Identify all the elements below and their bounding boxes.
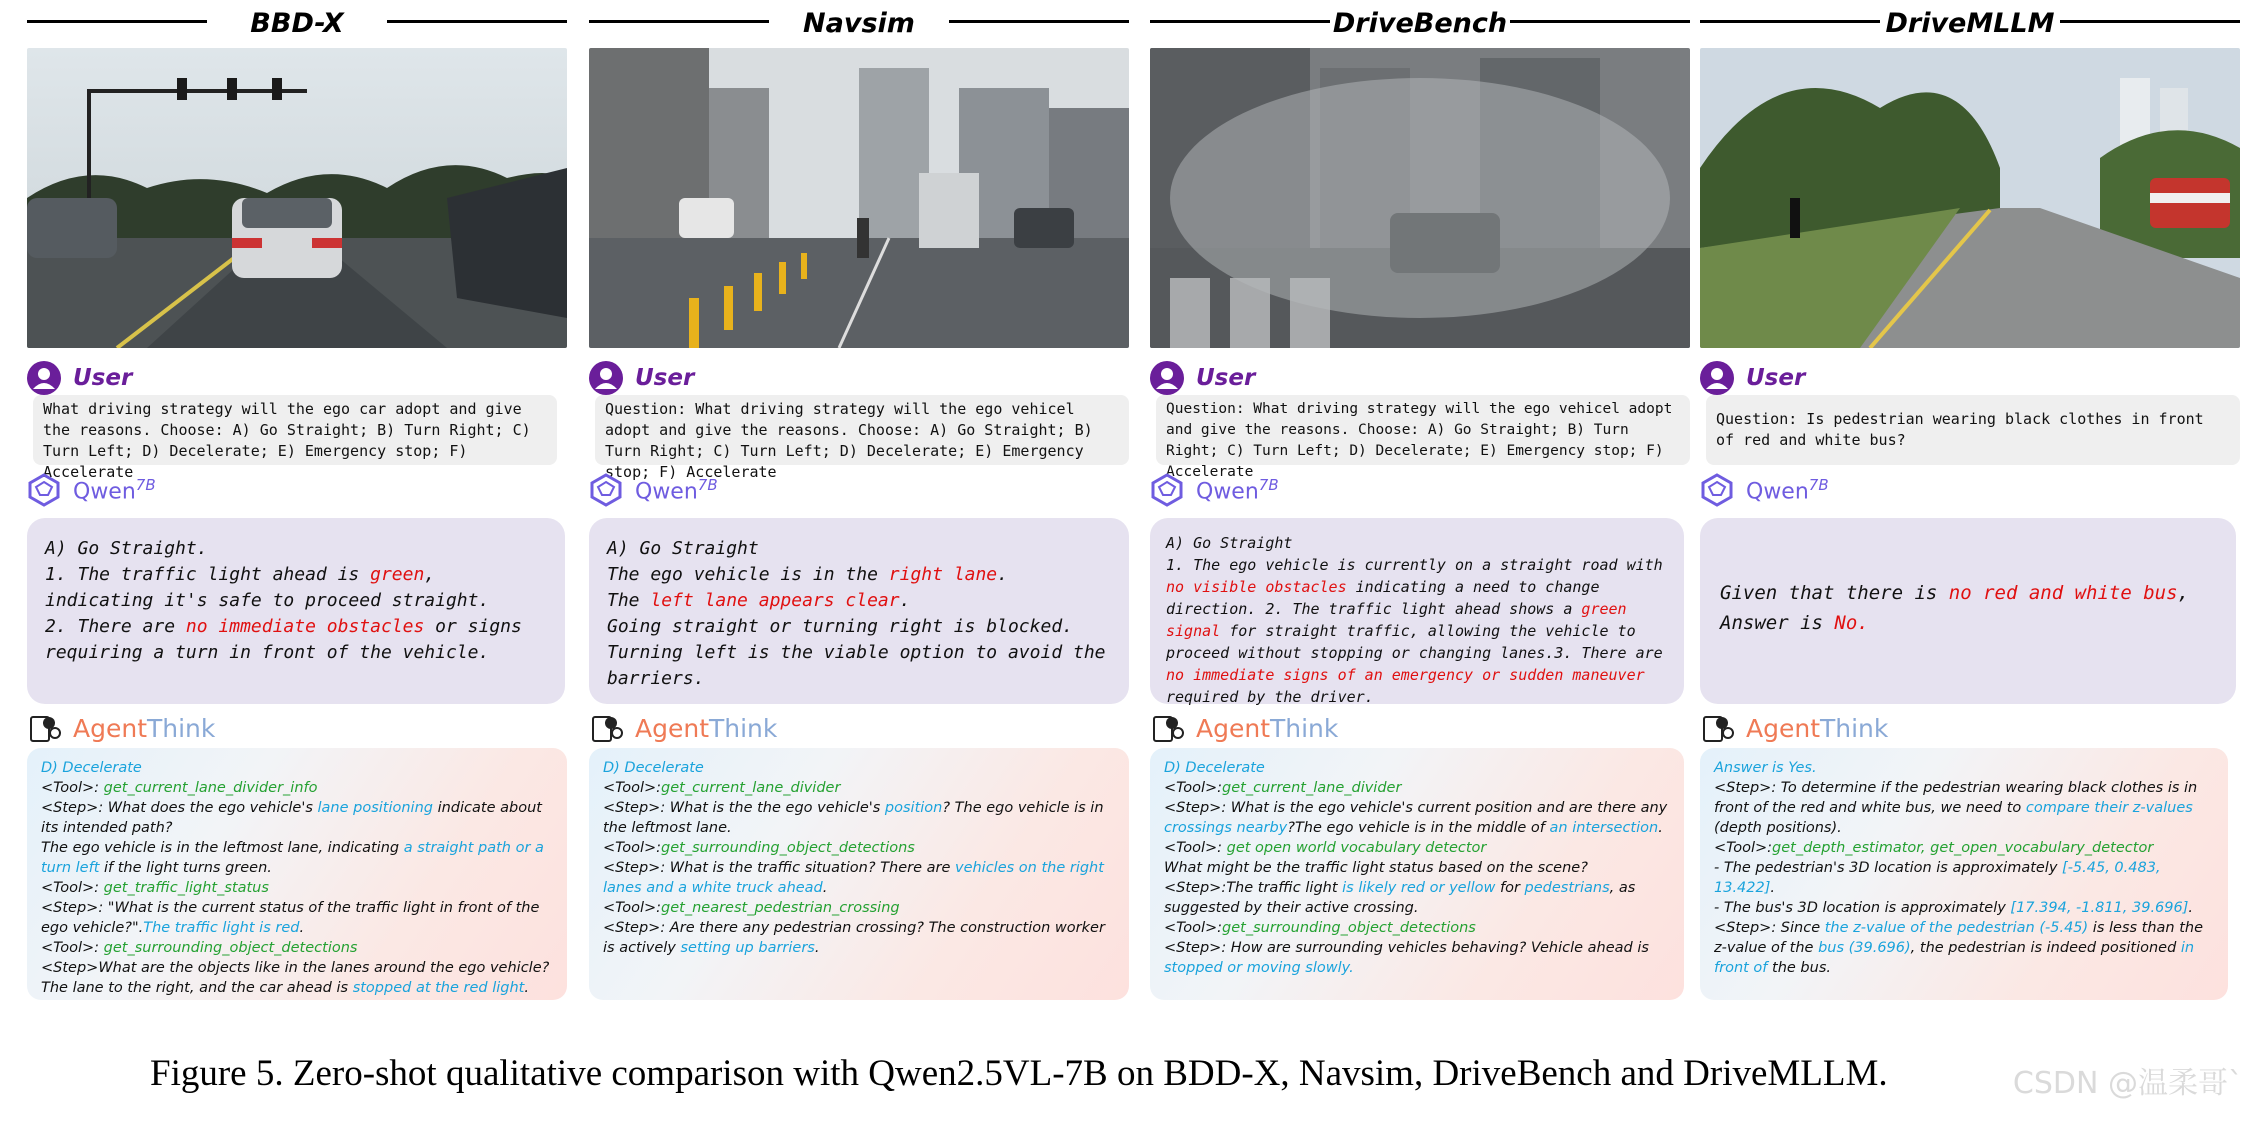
agentthink-role [1700,710,1888,746]
text-span: - The bus's 3D location is approximately [1714,900,2011,916]
question-box: Question: What driving strategy will the ego vehicel adopt and give the reasons. Choose: A) Go Straight; B) Turn Right; C) Turn Left; D) Decelerate; E) Emergency stop; F) Accelerate [1156,395,1690,465]
text-span: . [1658,820,1663,836]
column-header [27,8,567,48]
answer-line [1720,578,2216,608]
answer-line [41,838,553,878]
highlight-span: vehicles on the right lanes and a white truck ahead [603,860,1104,896]
column-header [589,8,1129,48]
text-span: <Tool>: [603,840,662,856]
highlight-span: no immediate obstacles [185,616,425,637]
agentthink-robot-icon [589,711,623,745]
text-span: <Tool>: [41,880,104,896]
text-span: ? The ego vehicle is in the leftmost lane. [603,800,1104,836]
answer-line [1166,554,1668,708]
text-span: . [899,590,911,611]
highlight-span: [-5.45, 0.483, 13.422] [1714,860,2161,896]
text-span: <Tool>: [41,940,104,956]
answer-line [1164,838,1670,858]
answer-line [1164,858,1670,878]
question-box: Question: Is pedestrian wearing black clothes in front of red and white bus? [1706,395,2240,465]
text-span: required by the driver. [1166,688,1374,706]
text-span: The ego vehicle is in the leftmost lane, indicating [41,840,404,856]
text-span: , [2177,582,2190,604]
text-span: for straight traffic, allowing the vehicle to proceed without stopping or changing lanes.3. There are [1166,622,1663,662]
answer-line [41,798,553,838]
text-span: <Step>: Are there any pedestrian crossing? The construction worker is actively [603,920,1105,956]
answer-line [41,938,553,958]
highlight-span: green signal [1166,600,1627,640]
column-title: BBD-X [250,8,344,39]
answer-line [45,536,547,562]
text-span: <Step>: How are surrounding vehicles behaving? Vehicle ahead is [1164,940,1649,956]
qwen-logo-icon [589,473,623,507]
answer-line [1714,898,2214,918]
text-span: . [299,920,305,936]
answer-line [1164,758,1670,778]
text-span: <Step>: Since [1714,920,1825,936]
answer-line [41,958,553,998]
answer-line [607,536,1111,562]
highlight-span: left lane appears clear [650,590,900,611]
answer-line [607,640,1111,692]
highlight-span: get_nearest_pedestrian_crossing [661,900,900,916]
text-span: <Step>: What does the ego vehicle's [41,800,318,816]
column-header [1150,8,1690,48]
answer-line [1714,838,2214,858]
text-span: <Tool>: [1164,840,1227,856]
qwen-answer-box [589,518,1129,704]
answer-line [603,758,1115,778]
qwen-role [27,472,156,508]
answer-line [1714,918,2214,978]
question-box: What driving strategy will the ego car adopt and give the reasons. Choose: A) Go Straight; B) Turn Right; C) Turn Left; D) Decelerate; E) Emergency stop; F) Accelerate [33,395,557,465]
answer-line [1720,608,2216,638]
qwen-label: Qwen$^{7B}$ [1196,475,1279,505]
answer-line [603,838,1115,858]
highlight-span: no immediate signs of an emergency or sudden maneuver [1166,666,1645,684]
text-span: for [1495,880,1525,896]
user-role [1150,360,1255,396]
user-label: User [1196,365,1256,391]
text-span: , indicating it's safe to proceed straight. [45,564,490,611]
text-span: if the light turns green. [99,860,272,876]
user-label: User [635,365,695,391]
answer-line [607,588,1111,614]
highlight-span: an intersection [1549,820,1659,836]
answer-line [45,614,547,666]
answer-line [1714,778,2214,838]
text-span: (depth positions). [1714,820,1842,836]
answer-line [603,858,1115,898]
text-span: <Step>What are the objects like in the lanes around the ego vehicle? The lane to the right, and the car ahead is [41,960,550,996]
text-span: is less than the z-value of the [1714,920,2204,956]
qwen-role [1700,472,1829,508]
answer-line [41,778,553,798]
answer-line [607,614,1111,640]
text-span: , the pedestrian is indeed positioned [1910,940,2181,956]
highlight-span: D) Decelerate [603,760,704,776]
answer-line [603,918,1115,958]
highlight-span: compare their z-values [2025,800,2193,816]
column-bdd-x [27,0,567,1010]
text-span: <Step>: What is the the ego vehicle's [603,800,885,816]
user-label: User [73,365,133,391]
highlight-span: right lane [888,564,998,585]
qwen-answer-box [1700,518,2236,704]
column-title: DriveMLLM [1885,8,2055,39]
highlight-span: position [884,800,943,816]
highlight-span: in front of [1714,940,2195,976]
text-span: , as suggested by their active crossing. [1164,880,1636,916]
column-drivebench [1150,0,1690,1010]
answer-line [603,798,1115,838]
user-role [589,360,694,396]
highlight-span: crossings nearby [1164,820,1288,836]
highlight-span: stopped at the red light [352,980,525,996]
user-avatar-icon [589,361,623,395]
highlight-span: lane positioning [317,800,433,816]
highlight-span: get_depth_estimator, get_open_vocabulary_detector [1772,840,2154,856]
agentthink-role [589,710,777,746]
highlight-span: get_surrounding_object_detections [661,840,915,856]
answer-line [41,878,553,898]
highlight-span: No. [1834,612,1869,634]
text-span: - The pedestrian's 3D location is approximately [1714,860,2063,876]
text-span: <Tool>: [1164,920,1223,936]
text-span: The ego vehicle is in the [607,564,889,585]
text-span: What might be the traffic light status based on the scene? [1164,860,1588,876]
text-span: <Step>: "What is the current status of the traffic light in front of the ego vehicle?". [41,900,540,936]
highlight-span: get_current_lane_divider [661,780,841,796]
agentthink-answer-box [1150,748,1684,1000]
highlight-span: get_surrounding_object_detections [103,940,358,956]
text-span: 2. There are [45,616,186,637]
text-span: . [2188,900,2193,916]
text-span: Going straight or turning right is blocked. [607,616,1073,637]
agentthink-role [1150,710,1338,746]
driving-scene-image [589,48,1129,348]
watermark: CSDN @温柔哥` [2012,1066,2243,1101]
text-span: <Step>: What is the ego vehicle's current position and are there any [1164,800,1668,816]
text-span: . [997,564,1008,585]
text-span: 1. The ego vehicle is currently on a straight road with [1166,556,1663,574]
qwen-label: Qwen$^{7B}$ [635,475,718,505]
text-span: the bus. [1767,960,1831,976]
answer-line [1164,798,1670,838]
text-span: . [1770,880,1776,896]
qwen-logo-icon [27,473,61,507]
user-role [27,360,132,396]
text-span: A) Go Straight. [45,538,208,559]
column-title: DriveBench [1332,8,1508,39]
qwen-logo-icon [1700,473,1734,507]
answer-line [1714,758,2214,778]
qwen-role [1150,472,1279,508]
text-span: . [822,880,828,896]
highlight-span: [17.394, -1.811, 39.696] [2010,900,2189,916]
text-span: <Tool>: [1714,840,1773,856]
header-rule-right [387,20,567,23]
text-span: <Tool>: [1164,780,1223,796]
highlight-span: bus (39.696) [1818,940,1911,956]
agentthink-label: AgentThink [635,713,778,743]
text-span: <Step>:The traffic light [1164,880,1343,896]
answer-line [1164,878,1670,918]
text-span: Answer is [1720,612,1835,634]
column-title: Navsim [803,8,915,39]
highlight-span: no red and white bus [1948,582,2178,604]
text-span: indicating a need to change direction. 2. The traffic light ahead shows a [1166,578,1600,618]
answer-line [45,562,547,614]
highlight-span: no visible obstacles [1166,578,1347,596]
text-span: <Step>: To determine if the pedestrian wearing black clothes is in front of the red and white bus, we need to [1714,780,2198,816]
user-avatar-icon [1700,361,1734,395]
text-span: A) Go Straight [1166,534,1293,552]
figure-caption: Figure 5. Zero-shot qualitative comparison with Qwen2.5VL-7B on BDD-X, Navsim, DriveBench and DriveMLLM. [150,1053,1888,1094]
question-box: Question: What driving strategy will the ego vehicel adopt and give the reasons. Choose: A) Go Straight; B) Turn Right; C) Turn Left; D) Decelerate; E) Emergency stop; F) Accelerate [595,395,1129,465]
highlight-span: setting up barriers [680,940,815,956]
highlight-span: get_current_lane_divider_info [103,780,318,796]
text-span: <Tool>: [603,900,662,916]
highlight-span: get_surrounding_object_detections [1222,920,1476,936]
qwen-logo-icon [1150,473,1184,507]
agentthink-role [27,710,215,746]
qwen-label: Qwen$^{7B}$ [1746,475,1829,505]
text-span: ?The ego vehicle is in the middle of [1287,820,1550,836]
highlight-span: The traffic light is red [143,920,300,936]
text-span: . [814,940,820,956]
text-span: Given that there is [1720,582,1949,604]
column-drivemllm [1700,0,2240,1010]
highlight-span: green [370,564,425,585]
user-avatar-icon [27,361,61,395]
answer-line [607,562,1111,588]
text-span: indicate about its intended path? [41,800,542,836]
text-span: The [607,590,651,611]
qwen-answer-box [27,518,565,704]
agentthink-label: AgentThink [73,713,216,743]
highlight-span: get_current_lane_divider [1222,780,1402,796]
highlight-span: the z-value of the pedestrian (-5.45) [1824,920,2089,936]
text-span: <Tool>: [603,780,662,796]
highlight-span: stopped or moving slowly. [1164,960,1354,976]
agentthink-answer-box [27,748,567,1000]
text-span: <Tool>: [41,780,104,796]
column-navsim [589,0,1129,1010]
qwen-role [589,472,718,508]
text-span: A) Go Straight [607,538,759,559]
user-role [1700,360,1805,396]
answer-line [1166,532,1668,554]
qwen-answer-box [1150,518,1684,704]
highlight-span: get_traffic_light_status [103,880,269,896]
highlight-span: get open world vocabulary detector [1226,840,1487,856]
answer-line [1164,778,1670,798]
agentthink-label: AgentThink [1196,713,1339,743]
agentthink-answer-box [589,748,1129,1000]
header-rule-right [1510,20,1690,23]
highlight-span: pedestrians [1524,880,1610,896]
header-rule-right [949,20,1129,23]
highlight-span: D) Decelerate [1164,760,1265,776]
answer-line [1164,938,1670,978]
answer-line [41,758,553,778]
text-span: <Step>: What is the traffic situation? There are [603,860,955,876]
qwen-label: Qwen$^{7B}$ [73,475,156,505]
agentthink-answer-box [1700,748,2228,1000]
highlight-span: D) Decelerate [41,760,142,776]
answer-line [1714,858,2214,898]
agentthink-robot-icon [27,711,61,745]
header-rule-right [2060,20,2240,23]
agentthink-robot-icon [1700,711,1734,745]
agentthink-robot-icon [1150,711,1184,745]
column-header [1700,8,2240,48]
highlight-span: Answer is Yes. [1714,760,1817,776]
highlight-span: is likely red or yellow [1342,880,1496,896]
answer-line [41,898,553,938]
answer-line [1164,918,1670,938]
agentthink-label: AgentThink [1746,713,1889,743]
answer-line [603,778,1115,798]
highlight-span: a straight path or a turn left [41,840,544,876]
user-avatar-icon [1150,361,1184,395]
user-label: User [1746,365,1806,391]
text-span: 1. The traffic light ahead is [45,564,371,585]
answer-line [603,898,1115,918]
driving-scene-image [1700,48,2240,348]
text-span: Turning left is the viable option to avoid the barriers. [607,642,1106,689]
text-span: or signs requiring a turn in front of the vehicle. [45,616,522,663]
driving-scene-image [1150,48,1690,348]
text-span: . [524,980,529,996]
driving-scene-image [27,48,567,348]
